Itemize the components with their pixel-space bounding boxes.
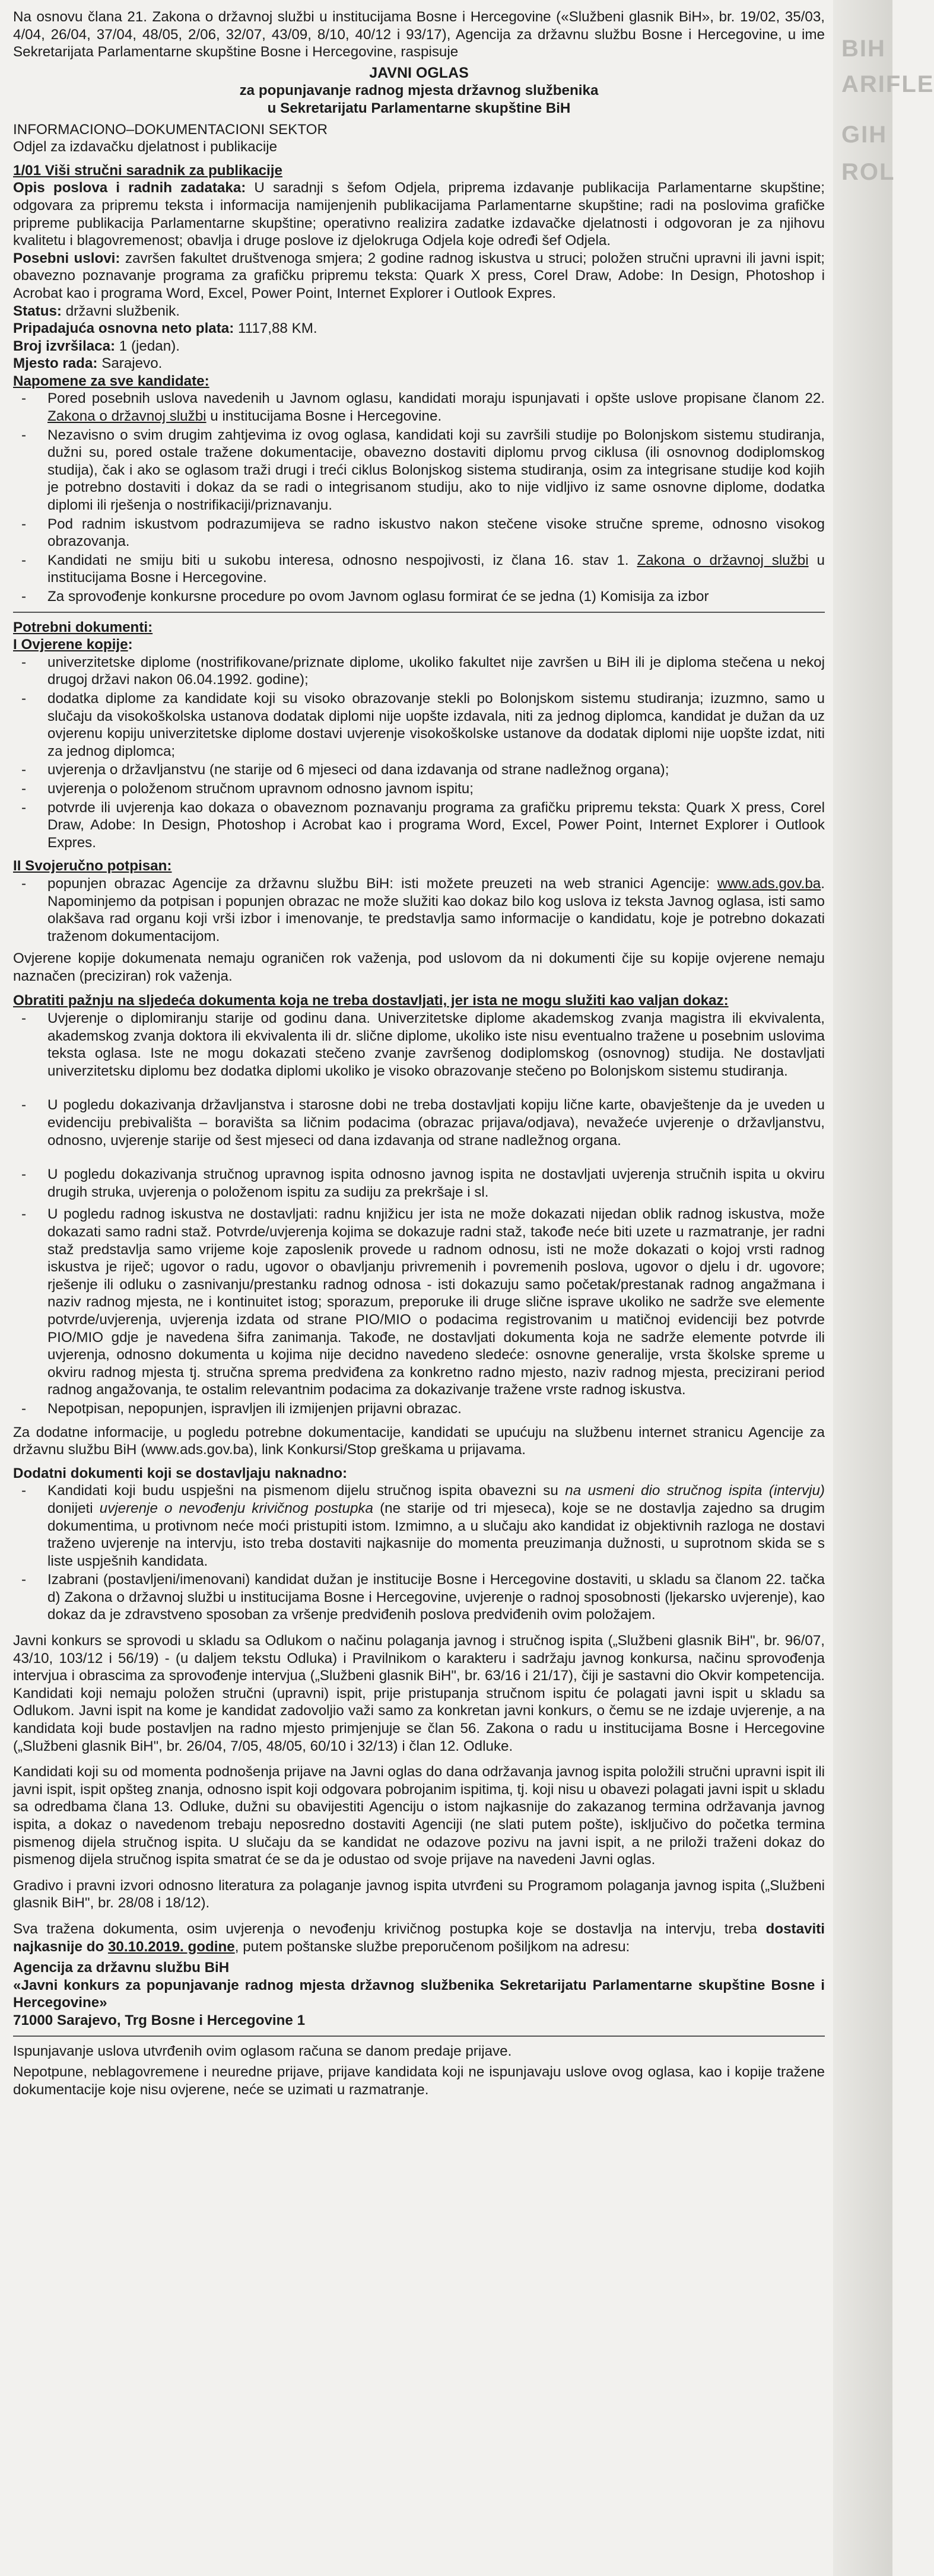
law-link[interactable]: Zakona o državnoj službi bbox=[47, 408, 207, 425]
advert-title: JAVNI OGLAS bbox=[369, 64, 469, 81]
bleed-text: ARIFLE bbox=[841, 71, 934, 97]
footer-note: Ispunjavanje uslova utvrđenih ovim oglasom računa se danom predaje prijave. bbox=[13, 2043, 512, 2059]
deadline-date: 30.10.2019. godine bbox=[107, 1938, 235, 1955]
list-item: - Nepotpisan, nepopunjen, ispravljen ili izmijenjen prijavni obrazac. bbox=[13, 1400, 825, 1418]
signed-form-heading: II Svojeručno potpisan: bbox=[13, 858, 172, 874]
advert-subtitle: za popunjavanje radnog mjesta državnog službenika bbox=[239, 82, 599, 99]
duties-paragraph bbox=[13, 179, 825, 249]
list-item: - Kandidati ne smiju biti u sukobu interesa, odnosno nespojivosti, iz člana 16. stav 1. Zakona o državnoj službi u institucijama Bosne i Hercegovine. bbox=[13, 552, 825, 587]
intro-paragraph: Na osnovu člana 21. Zakona o državnoj službi u institucijama Bosne i Hercegovine («Službeni glasnik BiH», br. 19/02, 35/03, 4/04, 26/04, 37/04, 48/05, 2/06, 32/07, 43/09, 8/10, 40/12 i 93/17), Agencija za državnu službu Bosne i Hercegovine, u ime Sekretarijata Parlamentarne skupštine Bosne i Hercegovine, raspisuje bbox=[13, 9, 825, 61]
validity-paragraph: Ovjerene kopije dokumenata nemaju ograničen rok važenja, pod uslovom da ni dokumenti čije su kopije ovjerene nemaju naznačen (preciziran) rok važenja. bbox=[13, 950, 825, 984]
address-line: «Javni konkurs za popunjavanje radnog mjesta državnog službenika Sekretarijatu Parlamentarne skupštine Bosne i Hercegovine» bbox=[13, 1977, 825, 2011]
salary-label: Pripadajuća osnovna neto plata: bbox=[13, 320, 234, 337]
divider bbox=[13, 2036, 825, 2037]
count-line bbox=[13, 338, 825, 355]
list-item: - uvjerenja o položenom stručnom upravnom odnosno javnom ispitu; bbox=[13, 780, 825, 798]
list-item: - U pogledu dokazivanja stručnog upravnog ispita odnosno javnog ispita ne dostavljati uvjerenja stručnih ispita u okviru drugih struka, uvjerenja o položenom ispitu za sudiju za prekršaje i sl. bbox=[13, 1166, 825, 1201]
address-line: 71000 Sarajevo, Trg Bosne i Hercegovine 1 bbox=[13, 2012, 306, 2028]
bleed-text: ROL bbox=[841, 159, 895, 185]
list-item: - Pod radnim iskustvom podrazumijeva se radno iskustvo nakon stečene visoke stručne spreme, odnosno visokog obrazovanja. bbox=[13, 516, 825, 551]
list-item: - potvrde ili uvjerenja kao dokaza o obaveznom poznavanju programa za grafičku pripremu teksta: Quark X press, Corel Draw, Adobe: In Design, Photoshop i Acrobat kao i programa Word, Excel, Power Point, Internet Explorer i Outlook Expres. bbox=[13, 799, 825, 852]
list-item: - Nezavisno o svim drugim zahtjevima iz ovog oglasa, kandidati koji su završili studije po Bolonjskom sistemu studiranja, dužni su, pored ostale tražene dokumentacije, obavezno dostaviti diplomu prvog ciklusa (ili osnovnog dodiplomskog studija), čak i ako se oglasom traži drugi i treći ciklus Bolonjskog sistema studiranja, osim za integrisane studije kod kojih je potrebno dostaviti i dokaz da se radi o integrisanom studiju, ako to nije vidljivo iz same osnovne diplome, dodatka diplomi ili rješenja o nostrifikaciji/priznavanju. bbox=[13, 427, 825, 514]
duties-label: Opis poslova i radnih zadataka: bbox=[13, 180, 246, 196]
conditions-label: Posebni uslovi: bbox=[13, 250, 120, 266]
list-item: - Kandidati koji budu uspješni na pismenom dijelu stručnog ispita obavezni su na usmeni dio stručnog ispita (intervju) donijeti uvjerenje o nevođenju krivičnog postupka (ne starije od tri mjeseca), koje se ne dostavlja zajedno sa drugim dokumentima, u protivnom neće moći pristupiti istom. Izmimno, a u slučaju ako kandidat iz objektivnih razloga ne dostavi traženo uvjerenje na intervju, isto treba dostaviti najkasnije do momenta preuzimanja dužnosti, u suprotnom skida se s liste uspješnih kandidata. bbox=[13, 1482, 825, 1570]
footer-note: Nepotpune, neblagovremene i neuredne prijave, prijave kandidata koji ne ispunjavaju uslove ovog oglasa, kao i kopije tražene dokumentacije koje nisu ovjerene, neće se uzimati u razmatranje. bbox=[13, 2064, 825, 2098]
list-item: - Pored posebnih uslova navedenih u Javnom oglasu, kandidati moraju ispunjavati i opšte uslove propisane članom 22. Zakona o državnoj službi u institucijama Bosne i Hercegovine. bbox=[13, 390, 825, 425]
place-label: Mjesto rada: bbox=[13, 355, 98, 372]
conditions-text: završen fakultet društvenoga smjera; 2 godine radnog iskustva u struci; položen stručni upravni ili javni ispit; obavezno poznavanje programa za grafičku pripremu teksta: Quark X press, Corel Draw, Adobe: In Design, Photoshop i Acrobat kao i programa Word, Excel, Power Point, Internet Explorer i Outlook Expres. bbox=[13, 250, 825, 301]
list-item: - U pogledu radnog iskustva ne dostavljati: radnu knjižicu jer ista ne može dokazati nijedan oblik radnog iskustva, može dokazati samo radni staž. Potvrde/uvjerenja kojima se dokazuje radni staž, takođe neće biti uzete u razmatranje, jer radni staž predstavlja samo vrijeme koje zaposlenik provede u radnom odnosu, isti ne može dokazati o kojoj vrsti radnog iskustva je riječ; ugovor o radu, ugovor o obavljanju privremenih i povremenih poslova, ugovor o djelu i dr. ugovore; rješenje ili odluku o zasnivanju/prestanku radnog odnosa - isti dokazuju samo početak/prestanak radnog angažmana i naziv radnog mjesta, ne i kontinuitet istog; sporazum, preporuke ili druge slične isprave ukoliko ne sadrže sve elemente potvrde/uvjerenja, uvjerenja izdata od strane PIO/MIO o podacima registrovanim u matičnoj evidenciji bez potvrde PIO/MIO gdje je navedena šifra zanimanja. Takođe, ne dostavljati dokumenta koja ne sadrže elemente potvrde ili uvjerenja, odnosno dokumenta u kojima nije decidno navedeno sledeće: osnovne generalije, vrsta školske spreme u okviru radnog mjesta tj. stručna sprema predviđena za konkretno radno mjesto, naziv radnog mjesta, precizirani period radnog angažovanja, te ostalim relevantnim podacima za dokazivanje tražene vrste radnog iskustva. bbox=[13, 1206, 825, 1399]
position-title: 1/01 Viši stručni saradnik za publikacije bbox=[13, 162, 282, 179]
list-item: - Uvjerenje o diplomiranju starije od godinu dana. Univerzitetske diplome akademskog zvanja magistra ili ekvivalenta, akademskog zvanja doktora ili ekvivalenta ili dr. slične diplome, ukoliko iste nisu eventualno tražene u posebnim uslovima teksta oglasa. Iste ne mogu dokazati stečeno zvanje završenog dodiplomskog (osnovnog) studija. Ne dostavljati univerzitetsku diplomu bez dodatka diplomi ukoliko je visoko obrazovanje stečeno po Bolonjskom sistemu studiranja. bbox=[13, 1010, 825, 1080]
divider bbox=[13, 612, 825, 613]
conditions-paragraph bbox=[13, 250, 825, 303]
list-item: - Izabrani (postavljeni/imenovani) kandidat dužan je institucije Bosne i Hercegovine dostaviti, u skladu sa članom 22. tačka d) Zakona o državnoj službi u institucijama Bosne i Hercegovine, uvjerenje o radnoj sposobnosti (ljekarsko uvjerenje), kao dokaz da je zdravstveno sposoban za vršenje predviđenih poslova predviđenih ovim položajem. bbox=[13, 1571, 825, 1624]
passed-exam-paragraph: Kandidati koji su od momenta podnošenja prijave na Javni oglas do dana održavanja javnog ispita položili stručni upravni ispit ili javni ispit, ispit opšteg znanja, odnosno ispit koji odgovara pobrojanim ispitima, tj. koji nisu u obavezi polagati javni ispit u skladu sa odredbama člana 13. Odluke, dužni su obavijestiti Agenciju o istom najkasnije do zakazanog termina održavanja javnog ispita, a dokaz o navedenom trebaju neposredno dostaviti Agenciji (ne slati putem pošte), isključivo do početka termina pismenog dijela stručnog ispita. U slučaju da se kandidat ne odazove pozivu na javni ispit, a ne priloži traženi dokaz do pismenog dijela stručnog ispita smatrat će se da je odustao od svoje prijave na navedeni Javni oglas. bbox=[13, 1764, 825, 1868]
address-line: Agencija za državnu službu BiH bbox=[13, 1960, 230, 1976]
status-label: Status: bbox=[13, 303, 62, 319]
status-value: državni službenik. bbox=[61, 303, 180, 319]
agency-website-link[interactable]: www.ads.gov.ba bbox=[717, 875, 821, 892]
count-value: 1 (jedan). bbox=[115, 338, 180, 354]
later-docs-heading: Dodatni dokumenti koji se dostavljaju naknadno: bbox=[13, 1465, 348, 1481]
signed-form-list bbox=[13, 875, 825, 945]
salary-line bbox=[13, 320, 825, 338]
list-item: - univerzitetske diplome (nostrifikovane/priznate diplome, ukoliko fakultet nije završen u BiH ili je diploma stečena u nekoj drugoj državi nakon 06.04.1992. godine); bbox=[13, 654, 825, 689]
list-item: - popunjen obrazac Agencije za državnu službu BiH: isti možete preuzeti na web stranici Agencije: www.ads.gov.ba. Napominjemo da potpisan i popunjen obrazac ne može služiti kao dokaz bilo kog uslova iz teksta Javnog oglasa, isti samo olakšava rad organu koji vrši izbor i imenovanje, te predstavlja samo informacije o kandidatu, koje je potrebno dokazati traženom dokumentacijom. bbox=[13, 875, 825, 945]
department-name: Odjel za izdavačku djelatnost i publikacije bbox=[13, 139, 278, 155]
status-line bbox=[13, 303, 825, 320]
list-item: - dodatka diplome za kandidate koji su visoko obrazovanje stekli po Bolonjskom sistemu studiranja; izuzmno, samo u slučaju da visokoškolska ustanova dodatak diplomi nije uopšte izdavala, niti za jednog diplomca, kandidat je dužan da uz ovjerenu kopiju univerzitetske diplome dostavi uvjerenje visokoškolske ustanove da dodatak diplomi nije uopšte izdat, niti za jednog diplomca; bbox=[13, 690, 825, 760]
duties-text: U saradnji s šefom Odjela, priprema izdavanje publikacija Parlamentarne skupštine; odgovara za pripremu teksta i informacija namijenjenih publikacijama Parlamentarne skupštine; radi na poslovima grafičke pripreme publikacija Parlamentarne skupštine; operativno realizira zadatke izdavačke djelatnosti i odgovoran je za njihovu kvalitetu i blagovremenost; obavlja i druge poslove iz djelokruga Odjela koje određi šef Odjela. bbox=[13, 180, 825, 249]
salary-value: 1117,88 KM. bbox=[234, 320, 317, 337]
certified-copies-heading: I Ovjerene kopije: bbox=[13, 637, 133, 653]
list-item: - uvjerenja o državljanstvu (ne starije od 6 mjeseci od dana izdavanja od strane nadležnog organa); bbox=[13, 761, 825, 779]
count-label: Broj izvršilaca: bbox=[13, 338, 116, 354]
not-to-submit-heading: Obratiti pažnju na sljedeća dokumenta koja ne treba dostavljati, jer ista ne mogu služiti kao valjan dokaz: bbox=[13, 993, 729, 1009]
exam-paragraph: Javni konkurs se sprovodi u skladu sa Odlukom o načinu polaganja javnog i stručnog ispita („Službeni glasnik BiH", br. 96/07, 43/10, 103/12 i 56/19) - (u daljem tekstu Odluka) i Pravilnikom o karakteru i sadržaju javnog konkursa, načinu sprovođenja intervjua i obrascima za sprovođenje intervjua („Službeni glasnik BiH", br. 63/16 i 21/17), čiji je sastavni dio Okvir kompetencija. Kandidati koji nemaju položen stručni (upravni) ispit, prije pristupanja stručnom ispitu će polagati javni ispit u skladu sa Odlukom. Javni ispit na kome je kandidat zadovoljio važi samo za konkretan javni konkurs, o čemu se ne izdaje uvjerenje, a na kandidata koji bude postavljen na radno mjesto primjenjuje se član 56. Zakona o radu u institucijama Bosne i Hercegovine („Službeni glasnik BiH", br. 26/04, 7/05, 48/05, 60/10 i 32/13) i član 12. Odluke. bbox=[13, 1633, 825, 1754]
list-item: - U pogledu dokazivanja državljanstva i starosne dobi ne treba dostavljati kopiju lične karte, obavještenje da je uveden u evidenciju prebivališta – boravišta sa ličnim podacima (obrazac prijava/odjava), nevažeće uvjerenje o državljanstvu, odnosno, uvjerenje starije od šest mjeseci od dana izdavanja od strane nadležnog organa. bbox=[13, 1096, 825, 1149]
place-line bbox=[13, 355, 825, 373]
not-to-submit-list bbox=[13, 1010, 825, 1417]
literature-paragraph: Gradivo i pravni izvori odnosno literatura za polaganje javnog ispita utvrđeni su Programom polaganja javnog ispita („Službeni glasnik BiH", br. 28/08 i 18/12). bbox=[13, 1877, 825, 1912]
law-link[interactable]: Zakona o državnoj službi bbox=[637, 552, 809, 568]
advert-subtitle: u Sekretarijatu Parlamentarne skupštine BiH bbox=[267, 100, 571, 116]
later-docs-list bbox=[13, 1482, 825, 1624]
job-advert bbox=[13, 8, 825, 2102]
certified-copies-list bbox=[13, 654, 825, 852]
deadline-paragraph: Sva tražena dokumenta, osim uvjerenja o nevođenju krivičnog postupka koje se dostavlja na intervju, treba dostaviti najkasnije do 30.10.2019. godine, putem poštanske službe preporučenom pošiljkom na adresu: bbox=[13, 1920, 825, 1955]
adjacent-page-edge bbox=[833, 0, 934, 2576]
bleed-text: BIH bbox=[841, 36, 886, 62]
list-item: - Za sprovođenje konkursne procedure po ovom Javnom oglasu formirat će se jedna (1) Komisija za izbor bbox=[13, 588, 825, 606]
info-paragraph: Za dodatne informacije, u pogledu potrebne dokumentacije, kandidati se upućuju na službenu internet stranicu Agencije za državnu službu BiH (www.ads.gov.ba), link Konkursi/Stop greškama u prijavama. bbox=[13, 1424, 825, 1458]
sector-name: INFORMACIONO–DOKUMENTACIONI SEKTOR bbox=[13, 121, 328, 138]
bleed-text: GIH bbox=[841, 122, 888, 148]
required-docs-heading: Potrebni dokumenti: bbox=[13, 619, 153, 635]
notes-heading: Napomene za sve kandidate: bbox=[13, 373, 209, 389]
notes-list bbox=[13, 390, 825, 605]
place-value: Sarajevo. bbox=[97, 355, 163, 372]
